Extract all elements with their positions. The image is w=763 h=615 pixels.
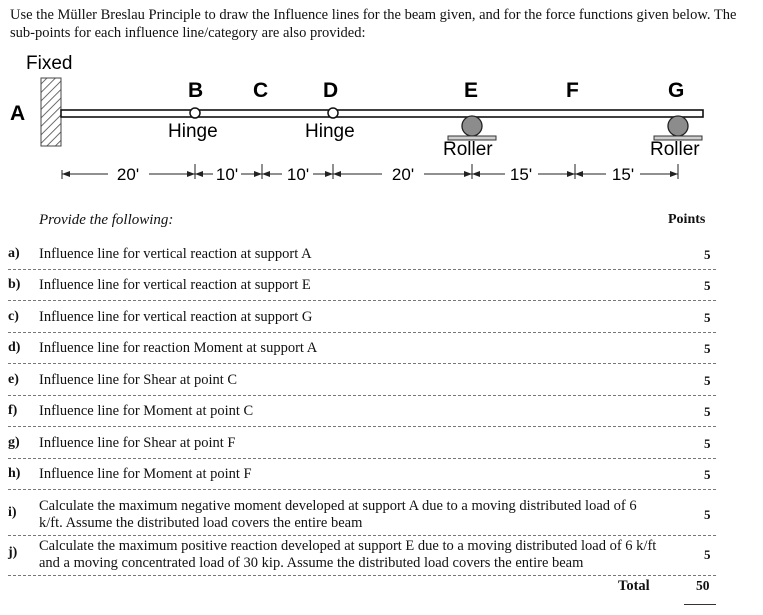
item-text: Influence line for Shear at point C bbox=[39, 372, 238, 388]
item-letter: h) bbox=[8, 466, 21, 481]
item-text: Influence line for Moment at point F bbox=[39, 466, 252, 482]
table-row bbox=[8, 435, 718, 453]
fixed-label: Fixed bbox=[26, 53, 73, 74]
item-text: Calculate the maximum negative moment developed at support A due to a moving distributed load of 6 k/ft. Assume the distributed load covers the entire beam bbox=[39, 498, 637, 531]
item-letter: d) bbox=[8, 340, 21, 355]
item-text: Influence line for vertical reaction at support A bbox=[39, 246, 312, 262]
item-letter: e) bbox=[8, 372, 19, 387]
item-letter: a) bbox=[8, 246, 20, 261]
item-text: Influence line for reaction Moment at support A bbox=[39, 340, 318, 356]
item-points: 5 bbox=[704, 310, 711, 325]
item-text: Influence line for Shear at point F bbox=[39, 435, 236, 451]
row-separator bbox=[8, 426, 716, 427]
roller-e-label: Roller bbox=[443, 139, 493, 160]
point-b-label: B bbox=[188, 79, 204, 102]
beam-diagram bbox=[0, 48, 763, 198]
roller-e-icon bbox=[462, 116, 482, 136]
item-text: Calculate the maximum positive reaction developed at support E due to a moving distributed load of 6 k/ft and a moving concentrated load of 30 kip. Assume the distributed load covers the entire beam bbox=[39, 538, 657, 571]
point-c-label: C bbox=[253, 79, 269, 102]
roller-g-label: Roller bbox=[650, 139, 700, 160]
item-points: 5 bbox=[704, 373, 711, 388]
point-g-label: G bbox=[668, 79, 685, 102]
dim-bc: 10' bbox=[215, 165, 239, 184]
row-separator bbox=[8, 575, 716, 576]
point-f-label: F bbox=[566, 79, 579, 102]
item-points: 5 bbox=[704, 247, 711, 262]
provide-label: Provide the following: bbox=[39, 212, 174, 228]
table-row bbox=[8, 309, 718, 327]
intro-paragraph: Use the Müller Breslau Principle to draw the Influence lines for the beam given, and for the force functions given below. The sub-points for each influence line/category are also provided: bbox=[10, 7, 737, 41]
row-separator bbox=[8, 458, 716, 459]
dim-de: 20' bbox=[391, 165, 415, 184]
item-letter: j) bbox=[8, 545, 18, 560]
item-letter: c) bbox=[8, 309, 19, 324]
hinge-d-label: Hinge bbox=[305, 121, 355, 142]
total-value: 50 bbox=[696, 578, 710, 593]
row-separator bbox=[8, 535, 716, 536]
item-points: 5 bbox=[704, 436, 711, 451]
points-header: Points bbox=[668, 212, 706, 227]
table-row bbox=[8, 403, 718, 421]
roller-g-icon bbox=[668, 116, 688, 136]
item-points: 5 bbox=[704, 547, 711, 562]
table-row bbox=[8, 466, 718, 484]
item-points: 5 bbox=[704, 341, 711, 356]
item-letter: i) bbox=[8, 505, 17, 520]
dim-ab: 20' bbox=[116, 165, 140, 184]
beam bbox=[61, 110, 703, 117]
hinge-b-icon bbox=[190, 108, 200, 118]
item-points: 5 bbox=[704, 467, 711, 482]
item-points: 5 bbox=[704, 507, 711, 522]
row-separator bbox=[8, 332, 716, 333]
hinge-b-label: Hinge bbox=[168, 121, 218, 142]
item-points: 5 bbox=[704, 278, 711, 293]
dim-cd: 10' bbox=[286, 165, 310, 184]
dim-fg: 15' bbox=[611, 165, 635, 184]
dim-ef: 15' bbox=[509, 165, 533, 184]
row-separator bbox=[8, 363, 716, 364]
item-text: Influence line for vertical reaction at support G bbox=[39, 309, 313, 325]
point-e-label: E bbox=[464, 79, 479, 102]
item-text: Influence line for Moment at point C bbox=[39, 403, 254, 419]
point-d-label: D bbox=[323, 79, 339, 102]
hinge-d-icon bbox=[328, 108, 338, 118]
row-separator bbox=[8, 489, 716, 490]
fixed-support bbox=[41, 78, 61, 146]
row-separator bbox=[8, 269, 716, 270]
item-points: 5 bbox=[704, 404, 711, 419]
item-letter: f) bbox=[8, 403, 18, 418]
row-separator bbox=[8, 300, 716, 301]
total-label: Total bbox=[618, 578, 650, 594]
table-row bbox=[8, 538, 718, 574]
table-row bbox=[8, 246, 718, 264]
table-row bbox=[8, 372, 718, 390]
table-row bbox=[8, 340, 718, 358]
row-separator bbox=[8, 395, 716, 396]
table-row bbox=[8, 277, 718, 295]
point-a-label: A bbox=[10, 102, 26, 125]
item-text: Influence line for vertical reaction at support E bbox=[39, 277, 311, 293]
table-row bbox=[8, 498, 718, 534]
item-letter: g) bbox=[8, 435, 20, 450]
item-letter: b) bbox=[8, 277, 21, 292]
dimension-line bbox=[62, 164, 678, 179]
total-underline bbox=[684, 604, 716, 605]
